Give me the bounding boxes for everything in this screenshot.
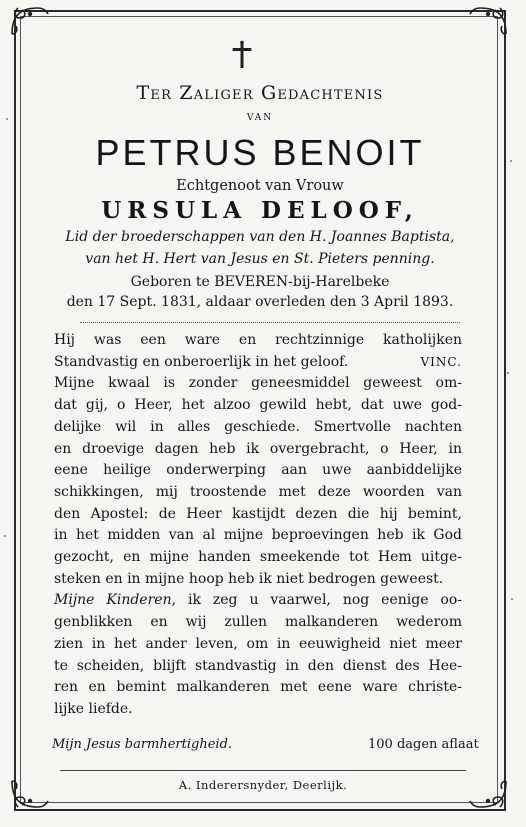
body-line: lijke liefde. (54, 700, 133, 717)
indulgence-line: 100 dagen aflaat (368, 737, 479, 752)
print-speck (507, 372, 509, 374)
body-line: den Apostel: de Heer kastijdt dezen die hij bemint, (54, 505, 462, 522)
corner-ornament-icon (466, 4, 510, 38)
body-line: Mijne Kinderen, ik zeg u vaarwel, nog eenige oo- (54, 592, 462, 609)
body-line: en droevige dagen heb ik overgebracht, o Heer, in (54, 440, 462, 457)
paragraph-farewell (36, 590, 462, 720)
body-line: ren en bemint malkanderen met eene ware christe- (54, 679, 462, 696)
spouse-name: URSULA DELOOF, (101, 197, 419, 224)
membership-line-2: van het H. Hert van Jesus en St. Pieters penning. (85, 251, 435, 267)
membership-line-1: Lid der broederschappen van den H. Joannes Baptista, (65, 229, 455, 245)
attribution-vinc: VINC. (420, 354, 462, 369)
birth-line: Geboren te BEVEREN-bij-Harelbeke (130, 274, 390, 290)
print-speck (4, 535, 6, 537)
deceased-name: PETRUS BENOIT (95, 132, 425, 173)
body-line: te scheiden, blijft standvastig in den dienst des Hee- (54, 657, 462, 674)
body-line: gezocht, en mijne handen smeekende tot Hem uitge- (54, 549, 462, 566)
divider (80, 322, 460, 323)
print-speck (6, 118, 8, 120)
body-line: Standvastig en onberoerlijk in het geloof. VINC. (36, 352, 462, 374)
body-line: eene heilige onderwerping aan uwe aanbiddelijke (54, 462, 462, 479)
paragraph-faith (36, 330, 462, 373)
print-speck (510, 160, 512, 162)
van-label: VAN (246, 113, 274, 123)
body-line: delijke wil in alles geschiede. Smertvolle nachten (54, 418, 462, 435)
body-line: Mijne kwaal is zonder geneesmiddel geweest om- (54, 375, 462, 392)
card-title: Ter Zaliger Gedachtenis (136, 82, 384, 104)
footer-divider (60, 770, 466, 771)
body-line: steken en in mijne hoop heb ik niet bedrogen geweest. (54, 570, 444, 587)
spouse-intro: Echtgenoot van Vrouw (176, 178, 344, 194)
body-line: in het midden van al mijne beproevingen heb ik God (54, 527, 462, 544)
prayer-line: Mijn Jesus barmhertigheid. (52, 737, 233, 752)
corner-ornament-icon (8, 4, 52, 38)
body-line: schikkingen, mij troostende met deze woorden van (54, 483, 462, 500)
body-line: zien in het ander leven, om in eeuwigheid niet meer (54, 635, 462, 652)
dates-line: den 17 Sept. 1831, aldaar overleden den 3 April 1893. (66, 294, 454, 310)
cross-icon (230, 40, 254, 70)
printer-credit: A. Inderersnyder, Deerlijk. (178, 778, 348, 792)
body-line: genblikken en wij zullen malkanderen wederom (54, 614, 462, 631)
paragraph-suffering (36, 373, 462, 590)
print-speck (511, 598, 513, 600)
body-line: dat gij, o Heer, het alzoo gewild hebt, dat uwe god- (54, 397, 462, 414)
memorial-text (36, 330, 462, 721)
body-line: Hij was een ware en rechtzinnige katholijken (54, 332, 462, 348)
